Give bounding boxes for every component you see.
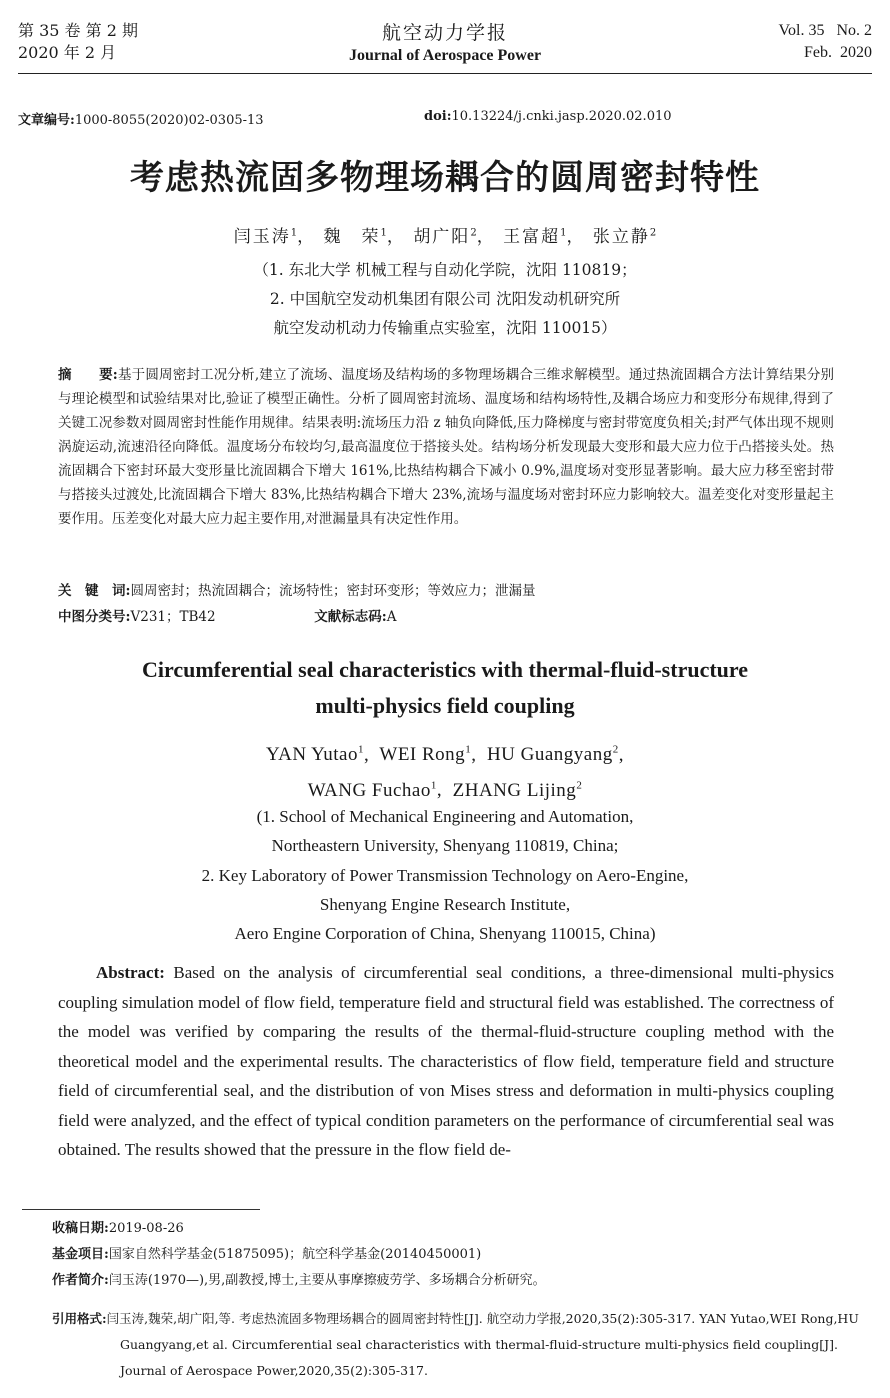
abstract-cn-text: 基于圆周密封工况分析,建立了流场、温度场及结构场的多物理场耦合三维求解模型。通过热流固耦合方法计算结果分别与理论模型和试验结果对比,验证了模型正确性。分析了圆周密封流场、温度场和结构场特性,及耦合场应力和变形分布规律,得到了关键工况参数对圆周密封性能作用规律。结果表明:流场压力沿 z 轴负向降低,压力降梯度与密封带宽度负相关;封严气体出现不规则涡旋运动,流速沿径向降低。温度场分布较均匀,最高温度位于搭接头处。结构场分析发现最大变形和最大应力位于凸搭接头处。热流固耦合下密封环最大变形量比流固耦合下增大 161%,比热结构耦合下减小 0.9%,温度场对变形显著影响。最大应力移至密封带与搭接头过渡处,比流固耦合下增大 83%,比热结构耦合下增大 23%,流场与温度场对密封环应力影响较大。温差变化对变形量起主要作用。压差变化对最大应力起主要作用,对泄漏量具有决定性作用。 xyxy=(58,367,835,527)
affiliation-cn-line: 2. 中国航空发动机集团有限公司 沈阳发动机研究所 xyxy=(269,290,621,308)
doc-code-value: A xyxy=(386,609,397,625)
author-en: HU Guangyang$^2$ xyxy=(486,744,619,766)
affiliation-en-line: 2. Key Laboratory of Power Transmission Technology on Aero-Engine, xyxy=(201,865,689,885)
doi xyxy=(424,109,672,124)
issue-info-en xyxy=(779,20,873,64)
received-label: 收稿日期: xyxy=(52,1221,109,1236)
clc-value: V231；TB42 xyxy=(130,609,216,625)
affiliation-en-line: Aero Engine Corporation of China, Shenyang 110015, China) xyxy=(234,924,656,944)
cite-label: 引用格式: xyxy=(52,1311,107,1326)
received-date xyxy=(52,1219,184,1239)
journal-name-en: Journal of Aerospace Power xyxy=(348,47,542,64)
affiliation-en-line: Northeastern University, Shenyang 110819, China; xyxy=(271,836,619,856)
affiliation-cn-line: 航空发动机动力传输重点实验室，沈阳 110015） xyxy=(273,319,617,337)
abstract-cn xyxy=(58,363,834,531)
bio-label: 作者简介: xyxy=(52,1273,109,1288)
abstract-en-text: Based on the analysis of circumferential seal conditions, a three-dimensional multi-physics coupling simulation model of flow field, temperature field and structural field was established. The correctness of the model was verified by comparing the results of the thermal-fluid-structure coupling method with the theoretical model and the experimental results. The characteristics of flow field, temperature field and structure field of circumferential seal, and the distribution of von Mises stress and deformation in multi-physics coupling field were analyzed, and the effect of typical condition parameters on the performance of circumferential seal was obtained. The results showed that the pressure in the flow field de- xyxy=(58,963,835,1159)
fund-value: 国家自然科学基金(51875095)；航空科学基金(20140450001) xyxy=(108,1247,482,1262)
citation-format xyxy=(52,1306,872,1384)
journal-name-cn: 航空动力学报 xyxy=(381,22,508,44)
bio-value: 闫玉涛(1970—),男,副教授,博士,主要从事摩擦疲劳学、多场耦合分析研究。 xyxy=(108,1273,546,1288)
author-en: WANG Fuchao$^1$ xyxy=(307,779,437,801)
author-en: YAN Yutao$^1$ xyxy=(266,744,364,766)
date-en: Feb. 2020 xyxy=(804,44,872,61)
classification-line xyxy=(58,605,396,625)
author-bio xyxy=(52,1271,546,1291)
title-en-line: Circumferential seal characteristics with thermal-fluid-structure xyxy=(141,657,749,682)
authors-cn: 闫玉涛$^1$， 魏 荣$^1$， 胡广阳$^2$， 王富超$^1$， 张立静$^2$ xyxy=(233,227,657,247)
affiliation-cn-line: （1. 东北大学 机械工程与自动化学院，沈阳 110819； xyxy=(253,261,637,279)
paper-title-en xyxy=(0,652,890,724)
affiliation-en-line: Shenyang Engine Research Institute, xyxy=(319,894,571,914)
keywords-cn-text: 圆周密封；热流固耦合；流场特性；密封环变形；等效应力；泄漏量 xyxy=(130,583,536,599)
cite-value: 闫玉涛,魏荣,胡广阳,等. 考虑热流固多物理场耦合的圆周密封特性[J]. 航空动力学报,2020,35(2):305-317. YAN Yutao,WEI Rong,HU Guangyang,et al. Circumferential seal characteristics with thermal-fluid-structure multi-physics field coupling[J]. Journal of Aerospace Power,2020,35(2):305-317. xyxy=(106,1311,859,1378)
doi-label: doi: xyxy=(424,109,452,124)
author-en: ZHANG Lijing$^2$ xyxy=(452,779,583,801)
issue-cn: 第 35 卷 第 2 期 xyxy=(18,21,138,40)
fund-info xyxy=(52,1245,481,1265)
keywords-cn-label: 关 键 词: xyxy=(58,583,131,599)
author-cn: 魏 荣$^1$ xyxy=(323,227,387,247)
author-cn: 胡广阳$^2$ xyxy=(413,227,477,247)
article-number-value: 1000-8055(2020)02-0305-13 xyxy=(74,113,264,128)
fund-label: 基金项目: xyxy=(52,1247,109,1262)
volume-en: Vol. 35 No. 2 xyxy=(778,22,872,39)
author-cn: 王富超$^1$ xyxy=(503,227,567,247)
author-cn: 张立静$^2$ xyxy=(592,227,657,247)
abstract-cn-label: 摘 要: xyxy=(58,367,118,383)
doi-value: 10.13224/j.cnki.jasp.2020.02.010 xyxy=(451,109,672,124)
authors-en: YAN Yutao$^1$, WEI Rong$^1$, HU Guangyang$^2$, WANG Fuchao$^1$, ZHANG Lijing$^2$ xyxy=(266,744,624,801)
paper-title-cn: 考虑热流固多物理场耦合的圆周密封特性 xyxy=(130,158,760,198)
date-cn: 2020 年 2 月 xyxy=(18,43,117,62)
title-en-line: multi-physics field coupling xyxy=(315,693,575,718)
abstract-en xyxy=(58,958,834,1165)
article-number xyxy=(18,109,264,128)
journal-name xyxy=(0,18,890,65)
author-cn: 闫玉涛$^1$ xyxy=(233,227,298,247)
keywords-cn xyxy=(58,579,535,599)
affiliation-en-line: (1. School of Mechanical Engineering and Automation, xyxy=(256,807,634,826)
footnote-rule xyxy=(22,1209,260,1210)
received-value: 2019-08-26 xyxy=(108,1221,184,1236)
doc-code-label: 文献标志码: xyxy=(314,609,387,625)
header-rule xyxy=(18,73,872,74)
author-en: WEI Rong$^1$ xyxy=(379,744,472,766)
clc-label: 中图分类号: xyxy=(58,609,131,625)
abstract-en-label: Abstract: xyxy=(96,963,165,982)
affiliations-en xyxy=(0,802,890,948)
article-number-label: 文章编号: xyxy=(18,113,75,128)
